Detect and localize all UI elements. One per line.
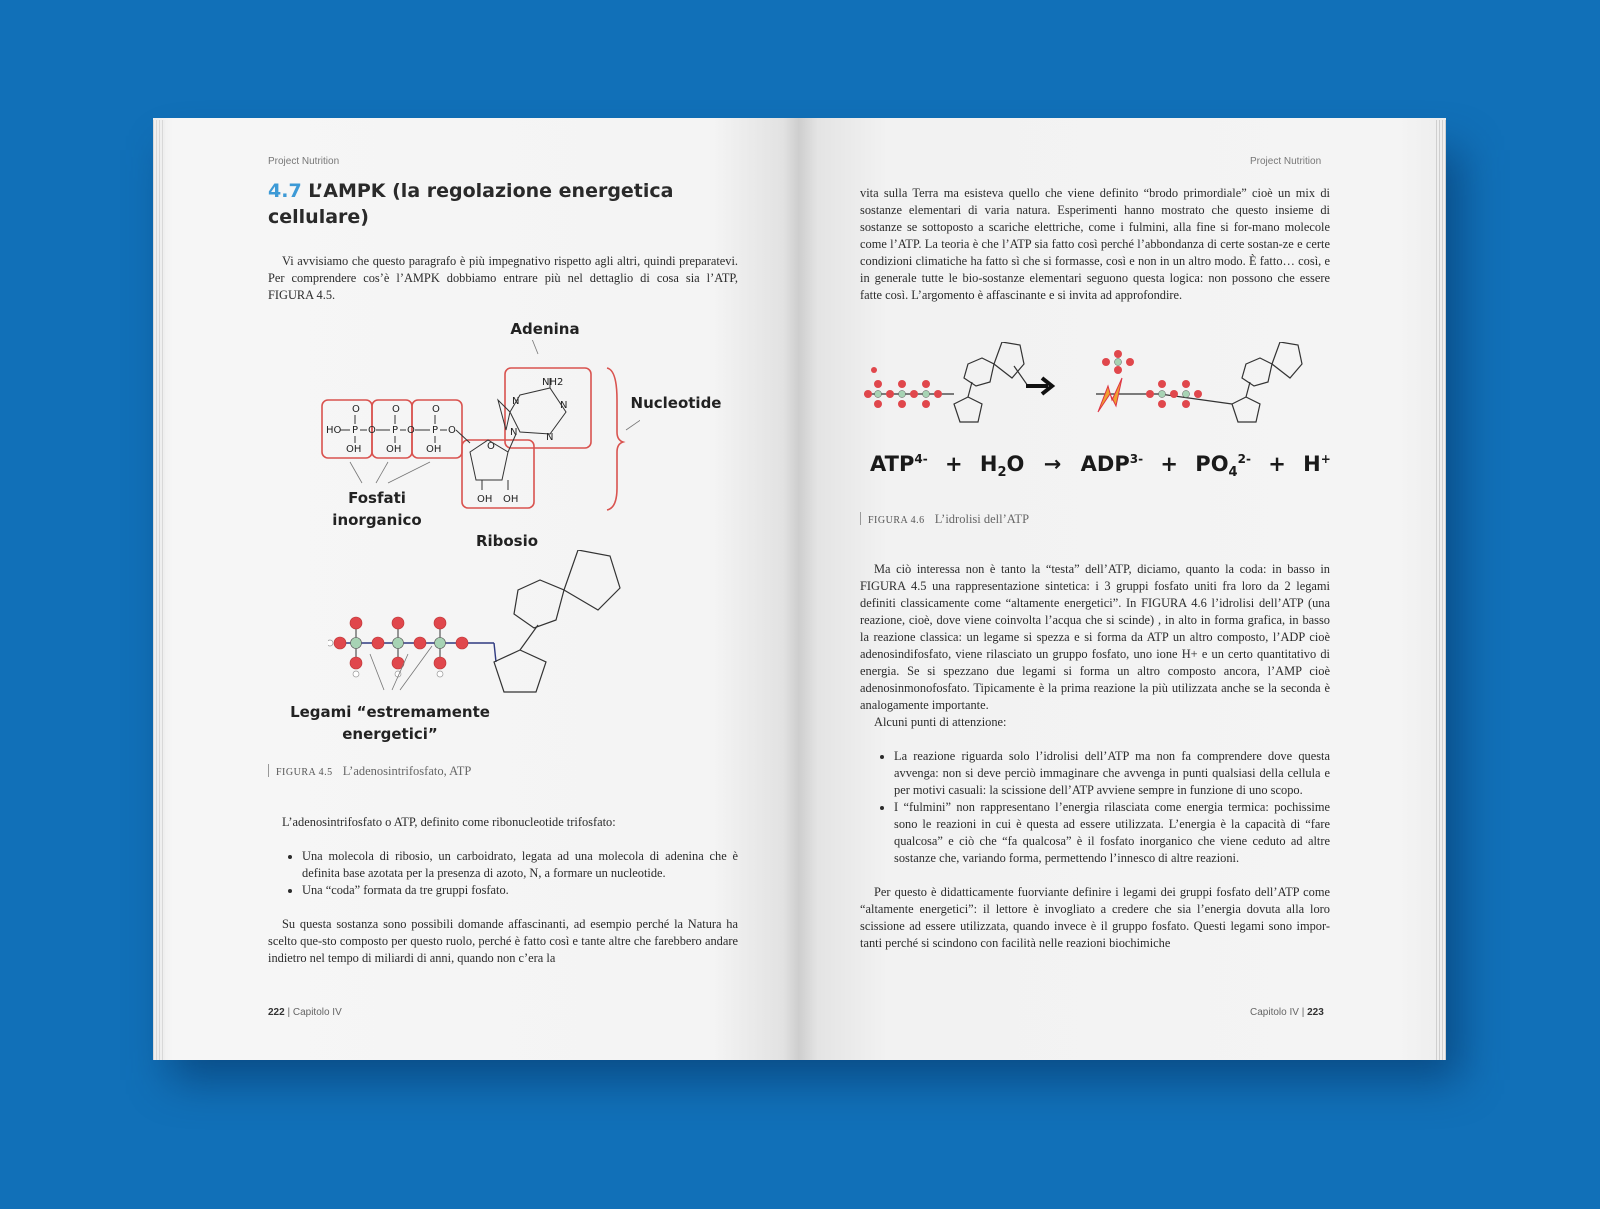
svg-text:O: O [487,441,495,452]
svg-text:P: P [392,425,399,436]
list-item: • La reazione riguarda solo l’idrolisi dell’ATP ma non fa comprendere dove questa avvenga: non si deve perciò immaginare che avvenga in punti qualsiasi della cellula e per motivi casuali: la scissione dell’ATP avviene sempre in funzione di uno scopo. [894,748,1330,799]
left-closing-paragraph: Su questa sostanza sono possibili domande affascinanti, ad esempio perché la Natura ha scelto que-sto composto per questo ruolo, perché è fatto così e tante altre che farebbero andare indietro nel tempo di miliardi di anni, quando non c’era la [268,917,738,965]
right-footer: Capitolo IV | 223 [1250,1007,1324,1018]
right-closing-paragraph: Per questo è didatticamente fuorviante definire i legami dei gruppi fosfato dell’ATP come “altamente energetici”: il lettore è invogliato a credere che sia l’energia dovuta alla loro scissione ad essere utilizzata, quando invece è il gruppo fosfato. Questi legami sono impor-tanti perché si scindono con facilità nelle reazioni biochimiche [860,885,1330,950]
svg-text:OH: OH [503,494,519,505]
attention-points-list [860,748,1330,867]
svg-text:O: O [352,404,360,415]
left-intro-paragraph: Vi avvisiamo che questo paragrafo è più impegnativo rispetto agli altri, quindi preparatevi. Per comprendere cos’è l’AMPK dobbiamo entrare più nel dettaglio di cosa sia l’ATP, FIGURA 4.5. [268,254,738,302]
right-body-block [860,561,1330,952]
list-item: • I “fulmini” non rappresentano l’energia rilasciata come energia termica: pochissime sono le reazioni in cui è questa ad essere utilizzata. L’energia è la capacità di “fare qualcosa” e ciò che “fa qualcosa” è il fosfato inorganico che viene ceduto ad altre sostanze che, variando forma, permettendo l’innesco di altre reazioni. [894,799,1330,867]
five-ring-upper [514,580,564,628]
svg-text:N: N [560,400,568,411]
right-running-header: Project Nutrition [1250,156,1322,167]
hexagon-ring [564,550,620,610]
list-item: • Una “coda” formata da tre gruppi fosfato. [302,882,738,899]
right-paragraph-2: Alcuni punti di attenzione: [874,715,1007,729]
svg-text:N: N [512,396,520,407]
label-adenina: Adenina [510,320,580,338]
svg-text:O: O [432,404,440,415]
figure-4-6-caption: FIGURA 4.6 L’idrolisi dell’ATP [860,512,1029,527]
left-definition-block [268,814,738,967]
svg-text:O: O [392,404,400,415]
figure-4-5-caption: FIGURA 4.5 L’adenosintrifosfato, ATP [268,764,471,779]
right-intro-paragraph: vita sulla Terra ma esisteva quello che viene definito “brodo primordiale” cioè un mix di sostanze elementari di varia natura. Esperimenti hanno mostrato che questo insieme di sostanze se sottoposto a scariche elettriche, come i fulmini, alla fine si for-mano molecole come l’ATP. La teoria è che l’ATP sia fatto così perché l’abbondanza di certe sostan-ze e certe condizioni climatiche ha fatto sì che si formasse, così e non in un altro modo. È fatto… così, e in generale tutte le bio-sostanze elementari seguono questa logica: non possono che essere fatte così. L’argomento è affascinante e si invita ad approfondire. [860,186,1330,302]
atp-equation: $ATP^{4-} + H_2O \to ADP^{3-} + PO_4^{2-} + H^+$ [870,452,1331,481]
hydrolysis-graphic [860,342,1330,442]
svg-text:O: O [368,425,376,436]
label-nucleotide: Nucleotide [630,394,722,412]
atp-structure-diagram [310,340,640,520]
reaction-arrow-icon [1026,378,1052,394]
svg-text:OH: OH [346,444,362,455]
svg-text:OH: OH [426,444,442,455]
left-running-header: Project Nutrition [268,156,340,167]
svg-text:OH: OH [477,494,493,505]
atp-ball-stick-diagram [328,550,628,710]
right-pentagon [1232,397,1260,422]
definition-line: L’adenosintrifosfato o ATP, definito come ribonucleotide trifosfato: [282,815,616,829]
label-legami: Legami “estremamente energetici” [290,703,490,743]
fosfati-arrows [340,450,450,490]
svg-text:P: P [352,425,359,436]
left-pentagon [954,397,982,422]
section-title-text: L’AMPK (la regolazione energetica cellulare) [268,180,674,228]
right-paragraph-1: Ma ciò interessa non è tanto la “testa” dell’ATP, diciamo, quanto la coda: in basso in FIGURA 4.5 una rappresentazione sintetica: i 3 gruppi fosfato uniti fra loro da 2 legami definiti classicamente come “altamente energetici”. In FIGURA 4.6 l’idrolisi dell’ATP (una reazione, cioè, dove viene coinvolta l’acqua che si scinde) , in alto in forma grafica, in basso la reazione classica: un legame si spezza e si forma da ATP un altro composto, l’ADP cioè adenosindifosfato, viene rilasciato un gruppo fosfato, uno ione H+ e un certo quantitativo di energia. Se si spezzano due legami si forma un altro composto ancora, l’AMP cioè adenosinmonofosfato. Tipicamente è la prima reazione la più utilizzata anche se la seconda è analogamente importante. [860,562,1330,712]
svg-text:P: P [432,425,439,436]
label-fosfati: Fosfati inorganico [332,489,422,529]
left-footer: 222 | Capitolo IV [268,1007,342,1018]
svg-text:HO: HO [326,425,342,436]
svg-text:O: O [407,425,415,436]
list-item: • Una molecola di ribosio, un carboidrato, legata ad una molecola di adenina che è definita base azotata per la presenza di azoto, N, a formare un nucleotide. [302,848,738,882]
svg-text:N: N [510,427,518,438]
section-number: 4.7 [268,180,302,202]
lightning-icon [1098,378,1122,412]
atp-components-list [268,848,738,899]
nucleotide-brace [607,368,623,510]
pentagon-ring [494,650,546,692]
left-page-edges [153,120,165,1060]
svg-text:N: N [546,432,554,443]
svg-text:O: O [448,425,456,436]
label-ribosio: Ribosio [475,532,539,550]
section-title [268,178,688,230]
svg-text:NH2: NH2 [542,377,564,388]
svg-text:OH: OH [386,444,402,455]
right-page-edges [1434,120,1446,1060]
